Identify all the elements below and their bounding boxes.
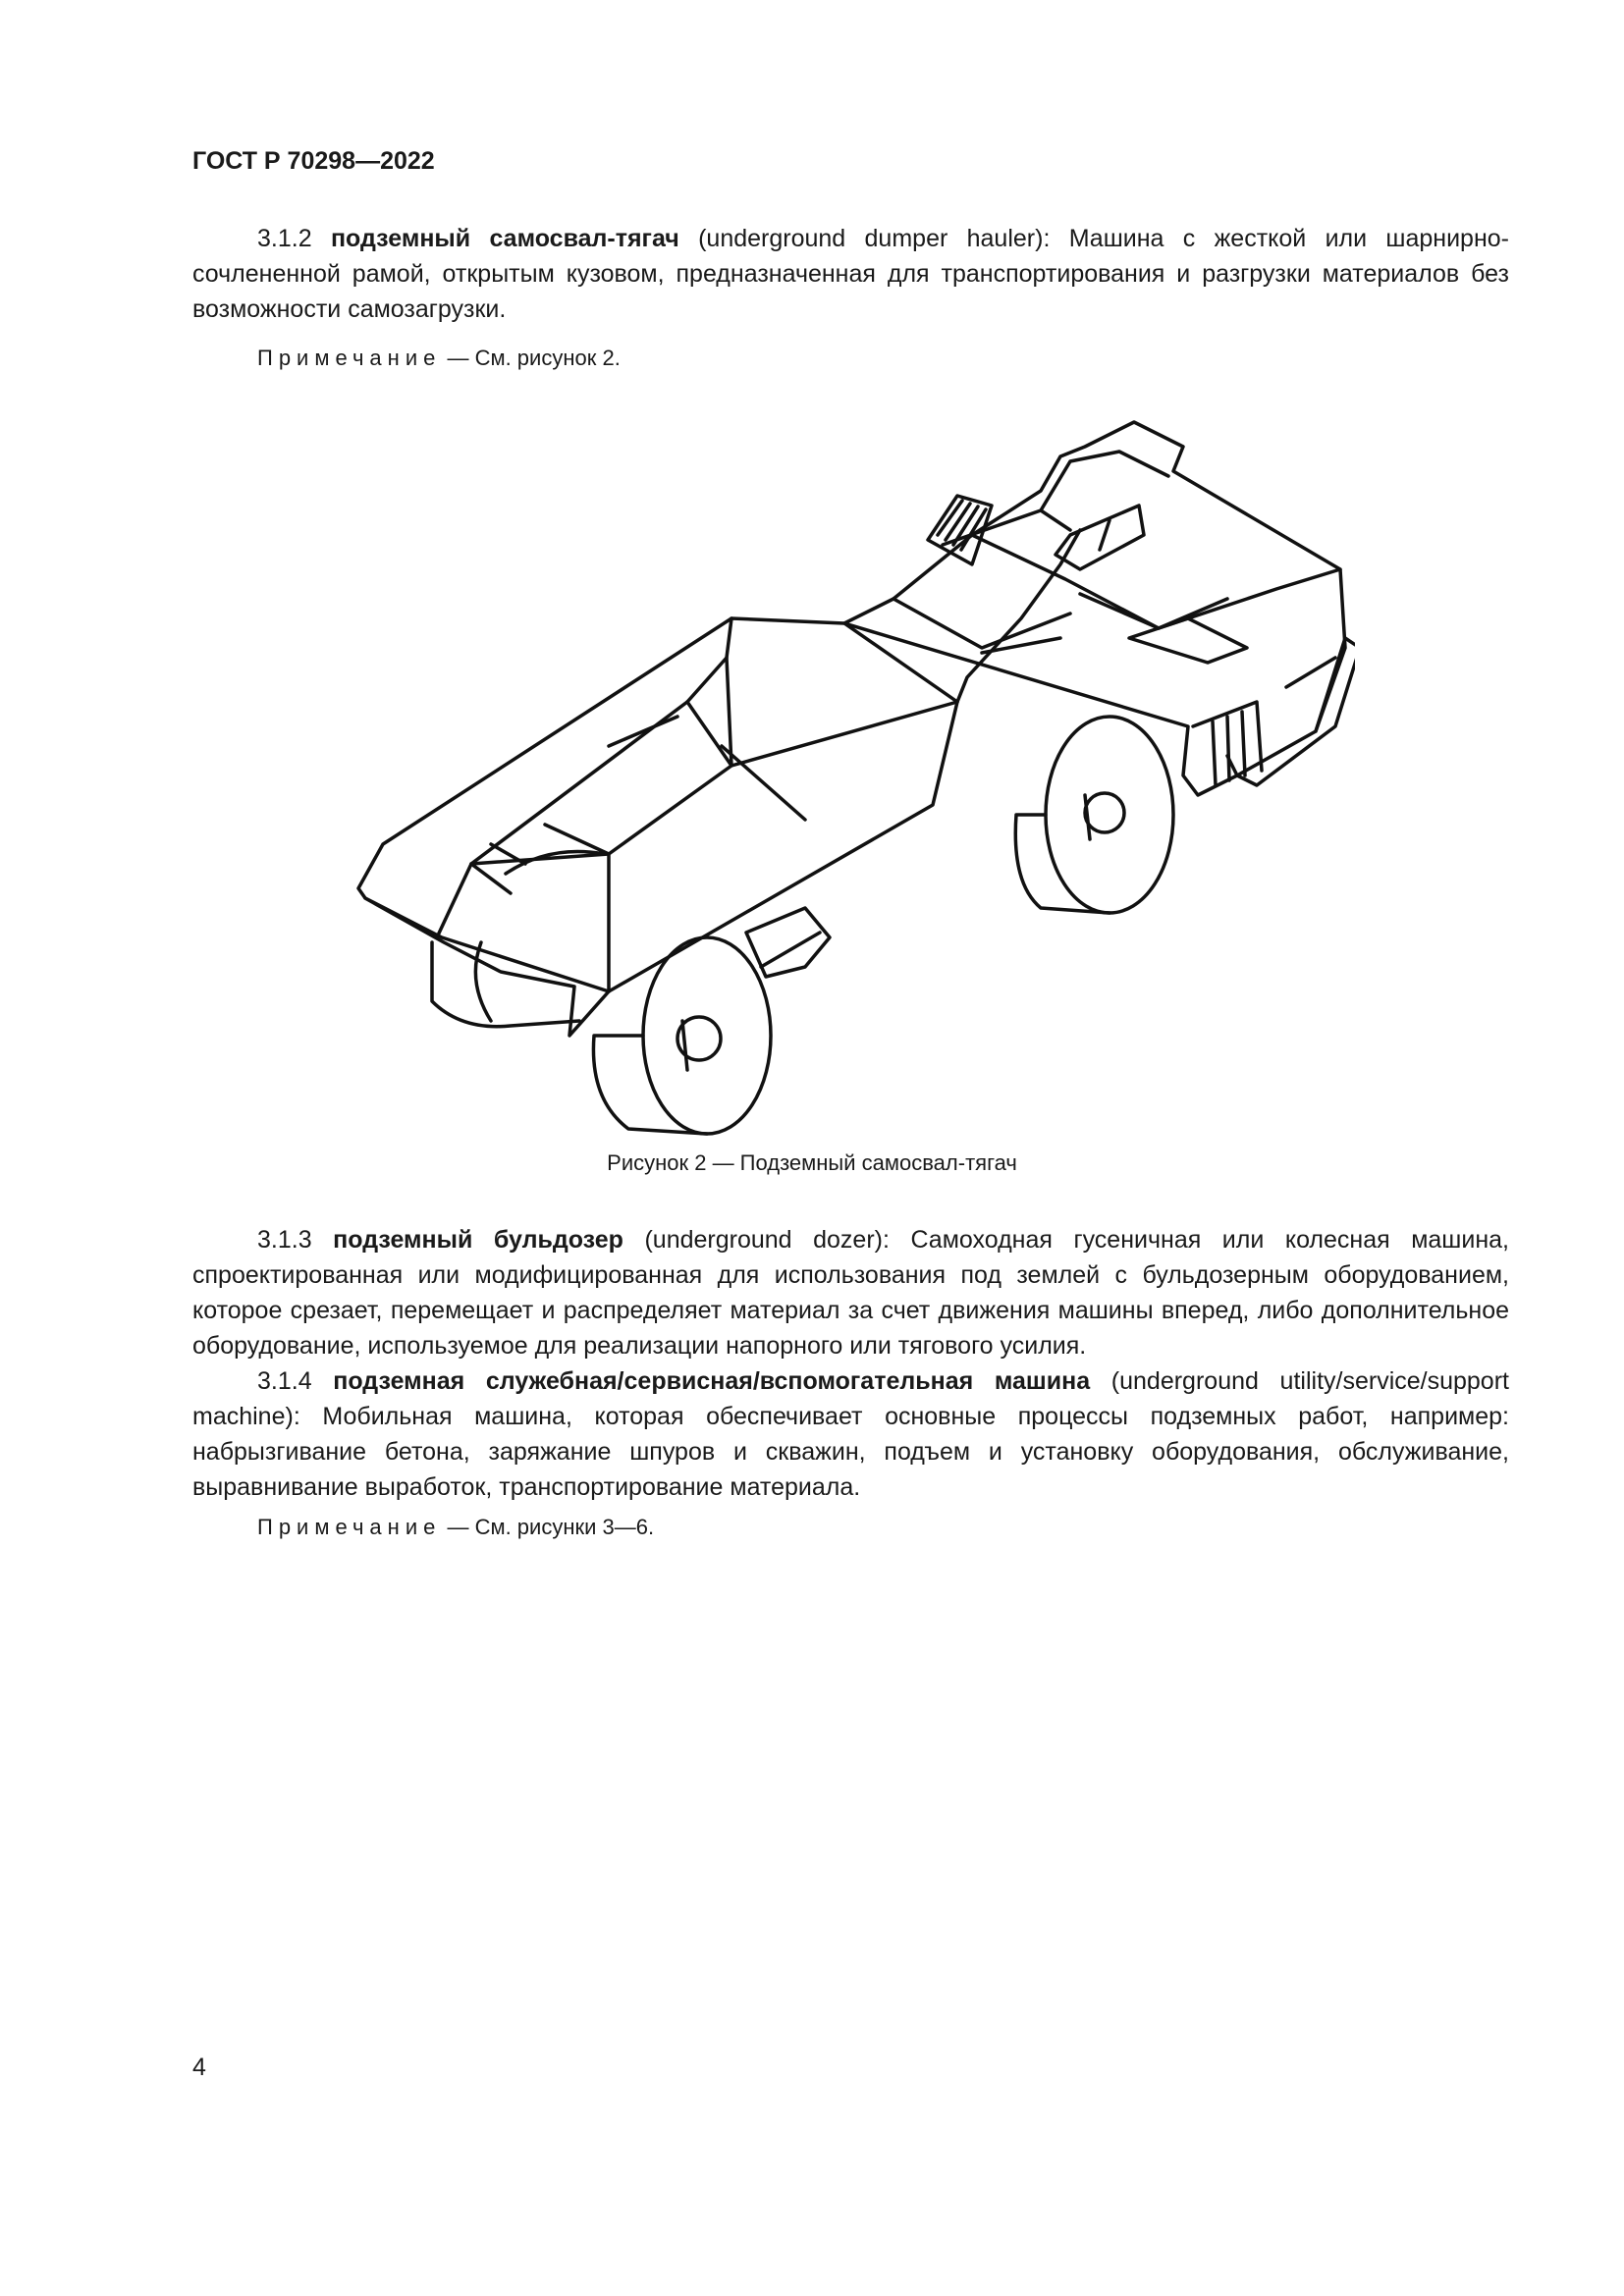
term: подземный бульдозер (333, 1226, 623, 1254)
definition-text: (underground dozer): Самоходная гусеничная или колесная машина, спроектированная или модифицированная для использования под землей с бульдозерным оборудованием, которое срезает, перемещает и распределяет материал за счет движения машины вперед, либо дополнительное оборудование, используемое для реализации напорного или тягового усилия. (192, 1226, 1509, 1360)
note-text: — См. рисунок 2. (441, 346, 621, 370)
section-number: 3.1.3 (257, 1226, 312, 1254)
note-label: Примечание (257, 346, 442, 370)
term: подземный самосвал-тягач (330, 225, 679, 252)
definition-3-1-4 (192, 1363, 1509, 1505)
definition-text: (underground utility/service/support machine): Мобильная машина, которая обеспечивает основные процессы подземных работ, например: набрызгивание бетона, заряжание шпуров и скважин, подъем и установку оборудования, обслуживание, выравнивание выработок, транспортирование материала. (192, 1367, 1509, 1501)
note-text: — См. рисунки 3—6. (441, 1515, 655, 1539)
page-header: ГОСТ Р 70298—2022 (192, 147, 435, 175)
definition-3-1-3 (192, 1222, 1509, 1363)
note-label: Примечание (257, 1515, 442, 1539)
section-number: 3.1.4 (257, 1367, 312, 1395)
page-number: 4 (192, 2054, 206, 2081)
term: подземная служебная/сервисная/вспомогательная машина (333, 1367, 1091, 1395)
definition-text: (underground dumper hauler): Машина с жесткой или шарнирно-сочлененной рамой, открытым кузовом, предназначенная для транспортирования и разгрузки материалов без возможности самозагрузки. (192, 225, 1509, 323)
figure-caption: Рисунок 2 — Подземный самосвал-тягач (607, 1150, 1017, 1175)
definition-3-1-2 (192, 221, 1509, 327)
note (257, 344, 621, 373)
note (257, 1513, 654, 1542)
figure-dumper-hauler-drawing (334, 402, 1355, 1158)
section-number: 3.1.2 (257, 225, 312, 252)
